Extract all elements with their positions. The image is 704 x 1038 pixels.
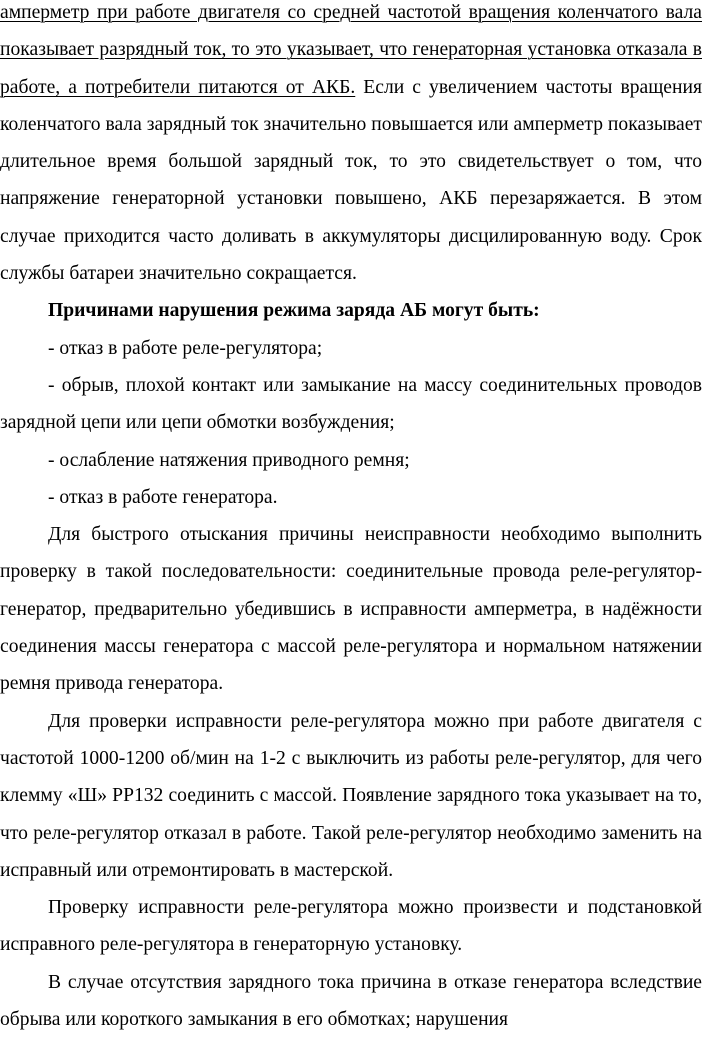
- underlined-text: амперметр при работе двигателя со средней частотой вращения коленчатого вала показывает разрядный ток, то это указывает, что генераторная установка отказала в работе, а потребители питаются от АКБ.: [0, 2, 702, 98]
- paragraph-check-sequence: Для быстрого отыскания причины неисправности необходимо выполнить проверку в такой последовательности: соединительные провода реле-регулятор-генератор, предварительно убедившись в исправности амперметра, в надёжности соединения массы генератора с массой реле-регулятора и нормальном натяжении ремня привода генератора.: [0, 524, 702, 695]
- paragraph-no-charge-current: В случае отсутствия зарядного тока причина в отказе генератора вследствие обрыва или короткого замыкания в его обмотках; нарушения: [0, 971, 702, 1031]
- list-item: - отказ в работе реле-регулятора;: [48, 337, 323, 359]
- list-item: - ослабление натяжения приводного ремня;: [48, 449, 410, 471]
- paragraph-text: Если с увеличением частоты вращения коленчатого вала зарядный ток значительно повышается или амперметр показывает длительное время большой зарядный ток, то это свидетельствует о том, что напряжение генераторной установки повышено, АКБ перезаряжается. В этом случае приходится часто доливать в аккумуляторы дисцилированную воду. Срок службы батареи значительно сокращается.: [0, 76, 702, 285]
- list-item: - отказ в работе генератора.: [48, 486, 278, 508]
- section-heading: Причинами нарушения режима заряда АБ могут быть:: [48, 300, 540, 322]
- list-item: - обрыв, плохой контакт или замыкание на массу соединительных проводов зарядной цепи или цепи обмотки возбуждения;: [0, 374, 702, 434]
- paragraph-ammeter-discharge: [0, 0, 702, 292]
- paragraph-regulator-test: Для проверки исправности реле-регулятора можно при работе двигателя с частотой 1000-1200 об/мин на 1-2 с выключить из работы реле-регулятор, для чего клемму «Ш» РР132 соединить с массой. Появление зарядного тока указывает на то, что реле-регулятор отказал в работе. Такой реле-регулятор необходимо заменить на исправный или отремонтировать в мастерской.: [0, 710, 702, 881]
- paragraph-regulator-substitution: Проверку исправности реле-регулятора можно произвести и подстановкой исправного реле-регулятора в генераторную установку.: [0, 897, 702, 956]
